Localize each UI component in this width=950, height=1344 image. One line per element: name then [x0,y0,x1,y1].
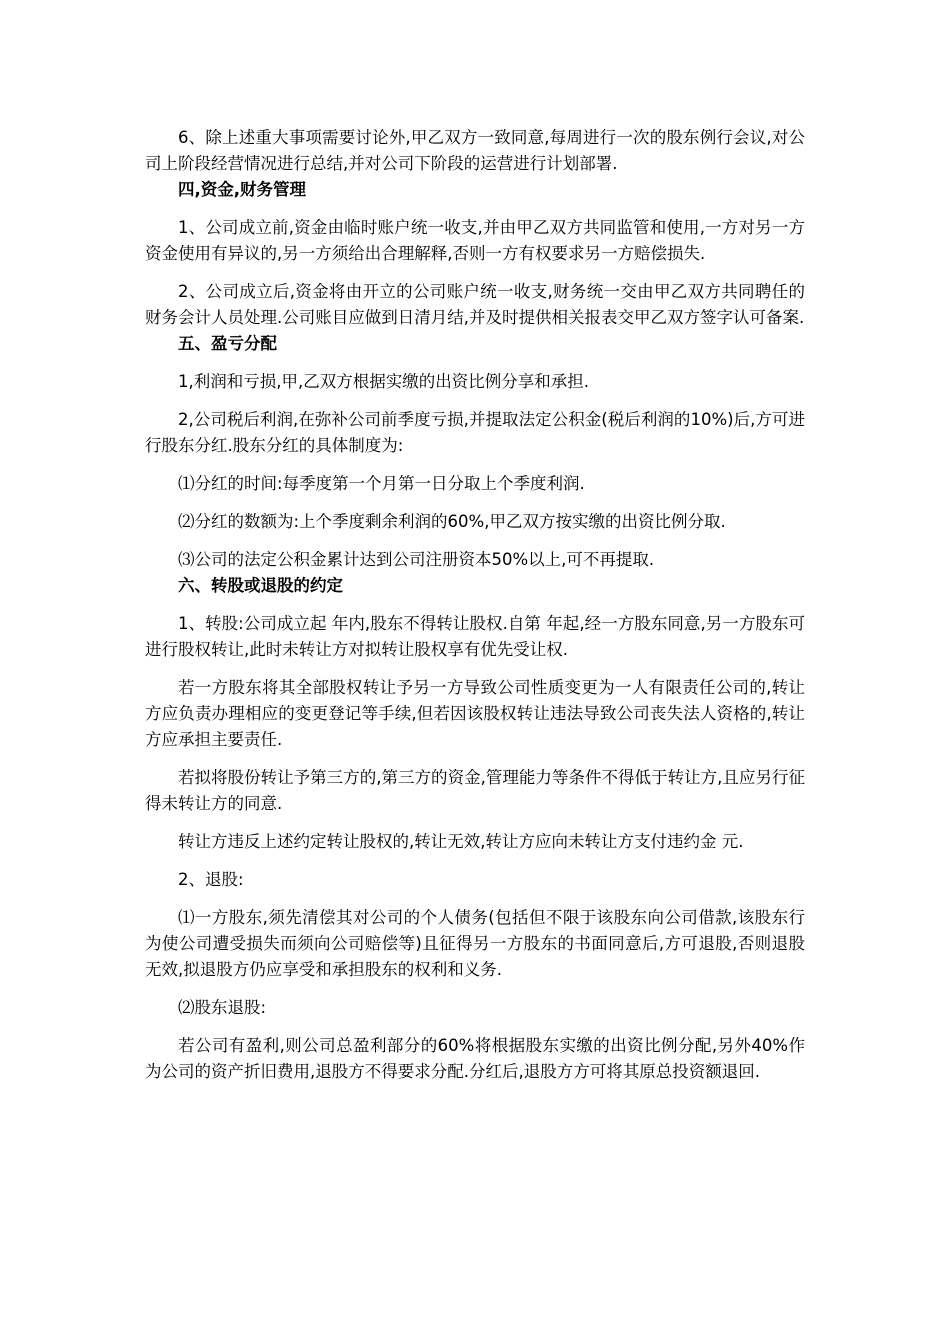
section-heading-profit-loss: 五、盈亏分配 [178,334,277,353]
paragraph-withdrawal-profit: 若公司有盈利,则公司总盈利部分的60%将根据股东实缴的出资比例分配,另外40%作为公司的资产折旧费用,退股方不得要求分配.分红后,退股方方可将其原总投资额退回. [145,1036,805,1081]
paragraph-withdrawal-subtitle: ⑵股东退股: [178,998,267,1017]
paragraph-reserve-fund: ⑶公司的法定公积金累计达到公司注册资本50%以上,可不再提取. [178,550,655,569]
paragraph-share-transfer: 1、转股:公司成立起 年内,股东不得转让股权.自第 年起,经一方股东同意,另一方股东可进行股权转让,此时未转让方对拟转让股权享有优先受让权. [145,614,805,659]
section-heading-finance: 四,资金,财务管理 [178,180,307,199]
paragraph-6-shareholder-meeting: 6、除上述重大事项需要讨论外,甲乙双方一致同意,每周进行一次的股东例行会议,对公司上阶段经营情况进行总结,并对公司下阶段的运营进行计划部署. [145,128,805,173]
paragraph-profit-sharing: 1,利润和亏损,甲,乙双方根据实缴的出资比例分享和承担. [178,372,589,391]
paragraph-third-party-transfer: 若拟将股份转让予第三方的,第三方的资金,管理能力等条件不得低于转让方,且应另行征得未转让方的同意. [145,768,805,813]
section-heading-transfer-withdrawal: 六、转股或退股的约定 [178,576,343,595]
paragraph-dividend-time: ⑴分红的时间:每季度第一个月第一日分取上个季度利润. [178,474,585,493]
paragraph-after-tax-profit: 2,公司税后利润,在弥补公司前季度亏损,并提取法定公积金(税后利润的10%)后,方可进行股东分红.股东分红的具体制度为: [145,410,805,455]
paragraph-dividend-amount: ⑵分红的数额为:上个季度剩余利润的60%,甲乙双方按实缴的出资比例分取. [178,512,726,531]
document-page [145,125,805,1085]
paragraph-funds-before-founding: 1、公司成立前,资金由临时账户统一收支,并由甲乙双方共同监管和使用,一方对另一方资金使用有异议的,另一方须给出合理解释,否则一方有权要求另一方赔偿损失. [145,218,805,263]
paragraph-withdrawal-conditions: ⑴一方股东,须先清偿其对公司的个人债务(包括但不限于该股东向公司借款,该股东行为使公司遭受损失而须向公司赔偿等)且征得另一方股东的书面同意后,方可退股,否则退股无效,拟退股方仍应享受和承担股东的权利和义务. [145,908,805,979]
paragraph-sole-shareholder: 若一方股东将其全部股权转让予另一方导致公司性质变更为一人有限责任公司的,转让方应负责办理相应的变更登记等手续,但若因该股权转让违法导致公司丧失法人资格的,转让方应承担主要责任. [145,678,805,749]
paragraph-breach-penalty: 转让方违反上述约定转让股权的,转让无效,转让方应向未转让方支付违约金 元. [178,832,744,851]
paragraph-withdrawal-title: 2、退股: [178,870,244,889]
paragraph-funds-after-founding: 2、公司成立后,资金将由开立的公司账户统一收支,财务统一交由甲乙双方共同聘任的财务会计人员处理.公司账目应做到日清月结,并及时提供相关报表交甲乙双方签字认可备案. [145,282,805,327]
